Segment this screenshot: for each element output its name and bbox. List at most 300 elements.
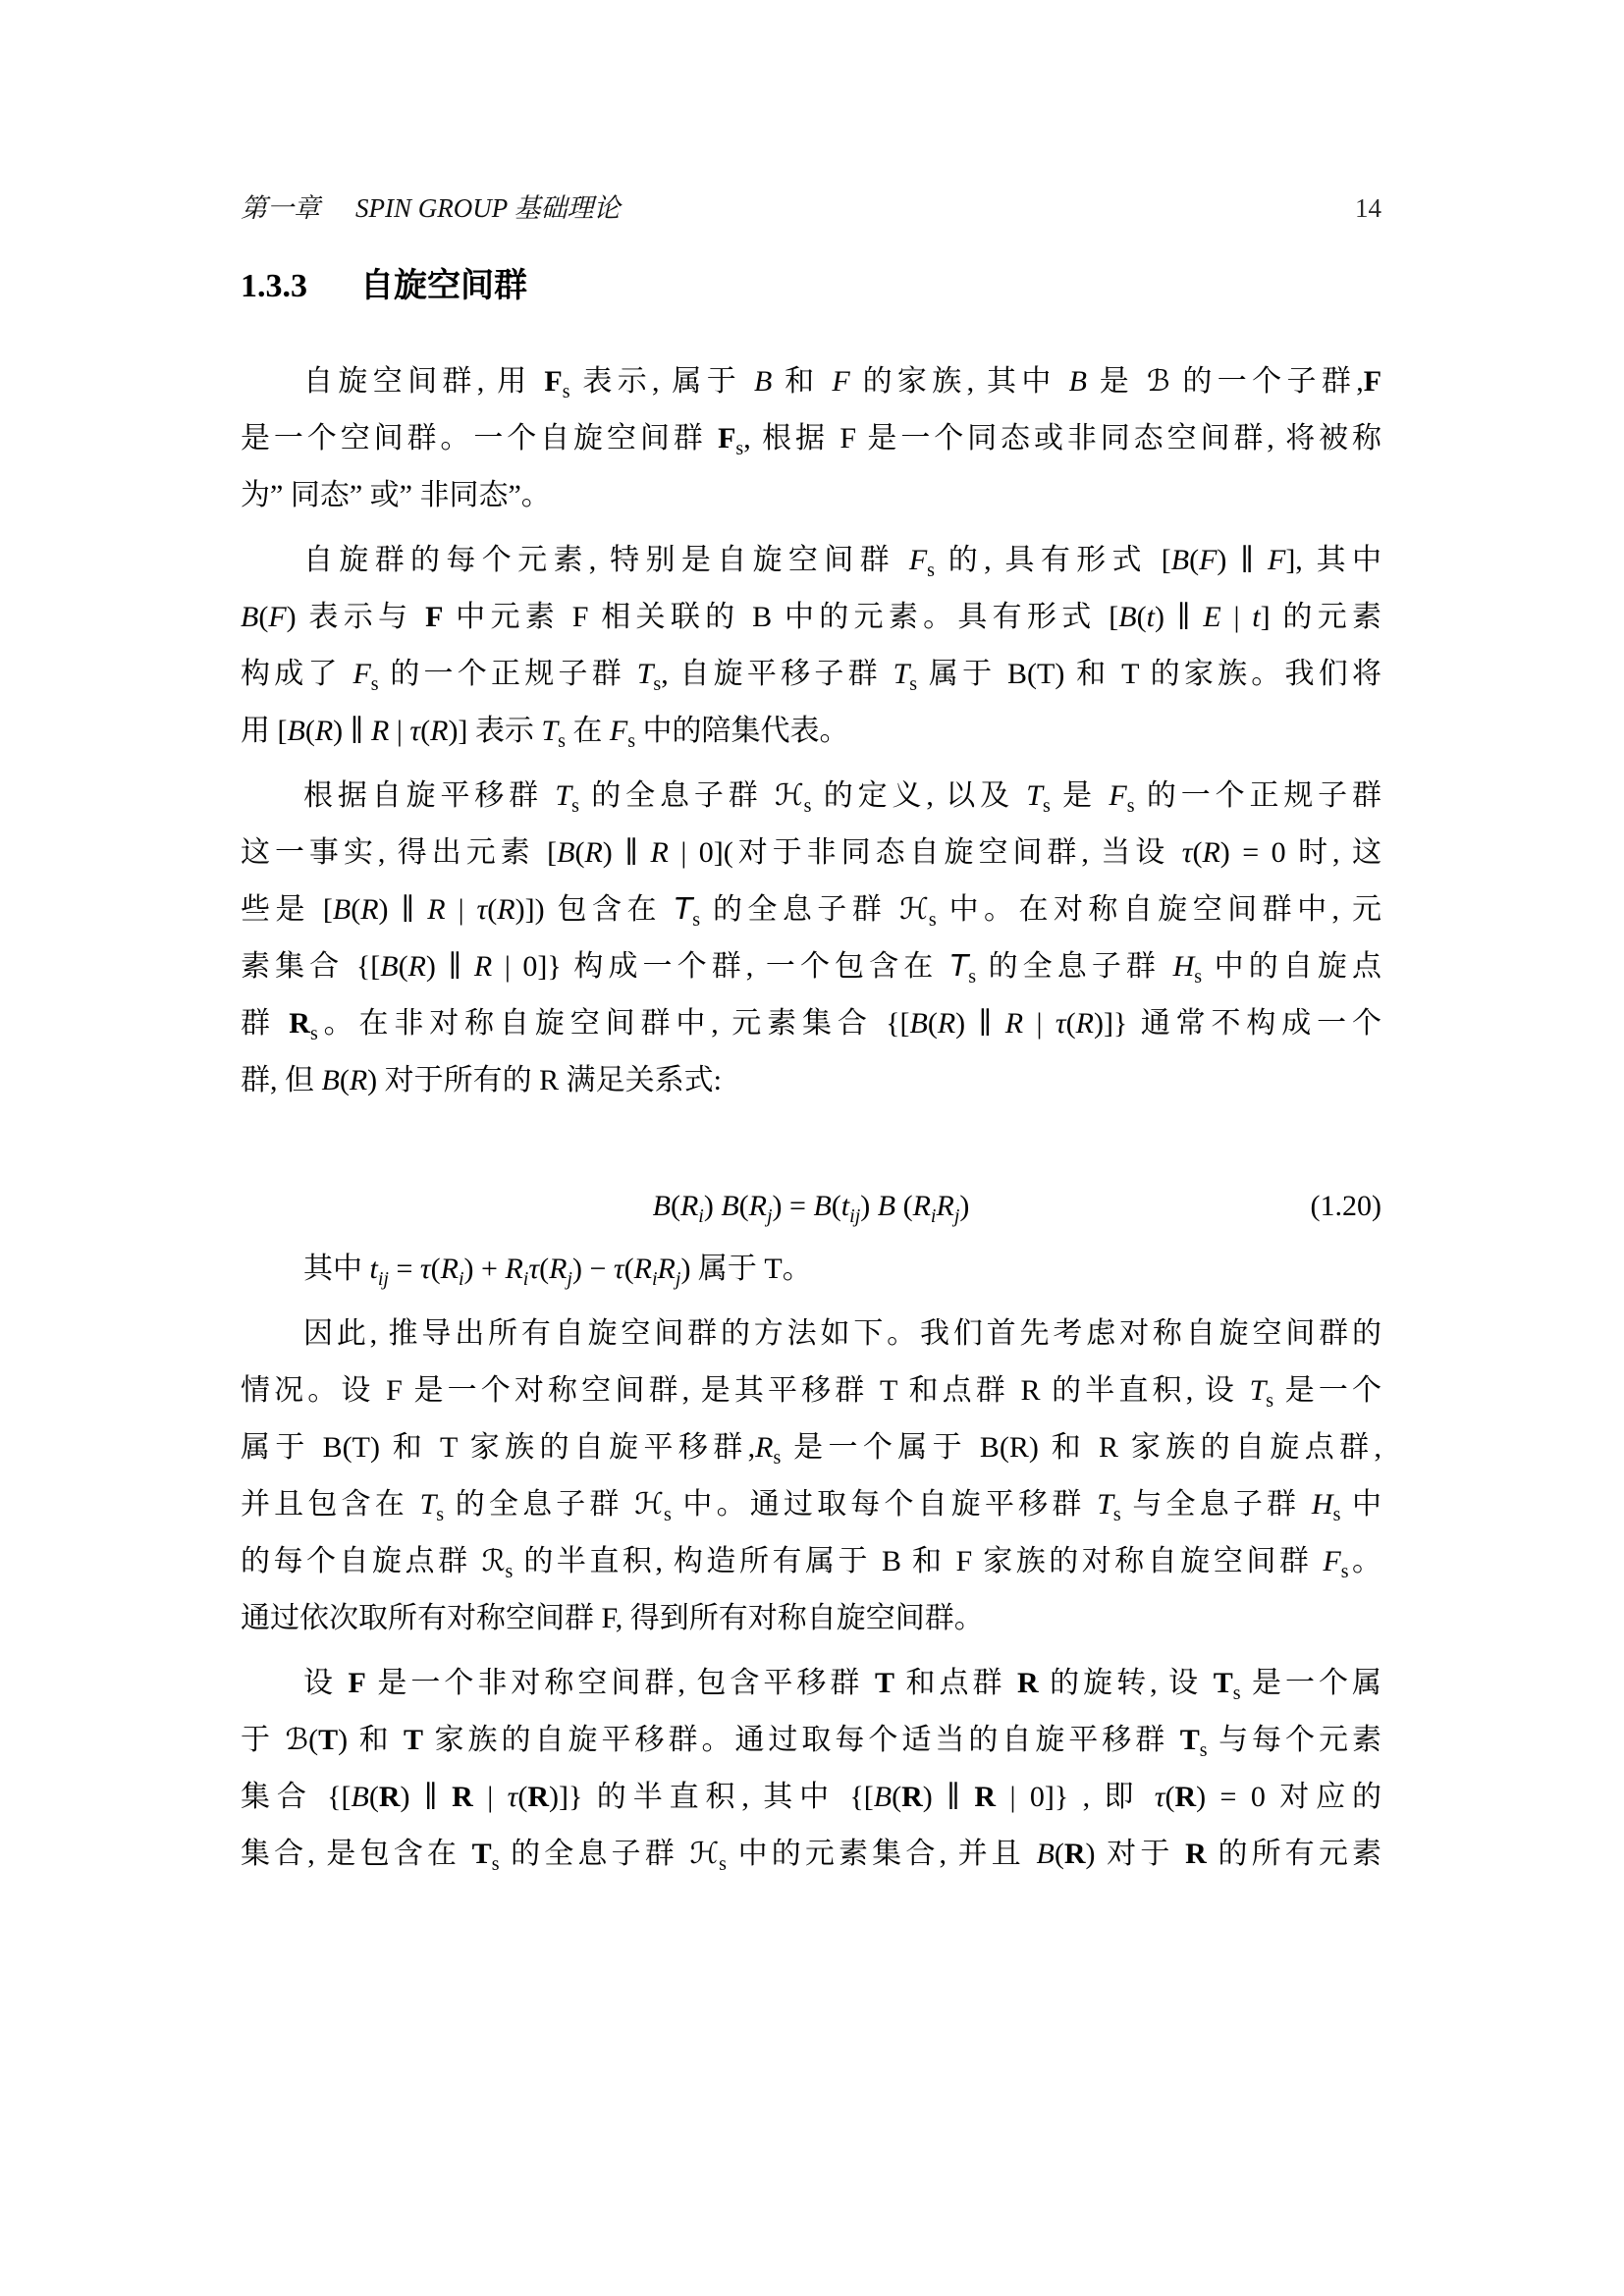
text-run: ) ∥ — [425, 950, 474, 983]
running-header-title: SPIN GROUP 基础理论 — [355, 193, 621, 223]
text-run: s — [309, 1023, 318, 1044]
text-run: ( — [623, 1253, 634, 1285]
text-run: s — [562, 381, 570, 402]
text-run: 群 — [241, 1007, 290, 1040]
text-run: H — [1311, 1488, 1333, 1521]
text-run: F — [425, 601, 444, 633]
text-run: T — [1026, 779, 1043, 812]
text-run: s — [1340, 1561, 1349, 1582]
text-run: 于 — [241, 1724, 286, 1756]
text-run: i — [698, 1205, 704, 1227]
text-line — [241, 1769, 1381, 1826]
text-run: 根据自旋平移群 — [303, 779, 556, 812]
paragraph — [241, 1655, 1381, 1883]
text-run: R — [289, 1007, 310, 1040]
text-run: F — [1323, 1545, 1341, 1577]
text-run: ) = 0 时, 这 — [1219, 836, 1381, 869]
text-run: s — [803, 795, 812, 817]
section-title: 自旋空间群 — [360, 268, 527, 304]
page-number: 14 — [1355, 193, 1381, 223]
text-line — [241, 353, 1381, 410]
text-run: R — [440, 1253, 459, 1285]
text-run: F — [718, 422, 736, 454]
text-run: ) = — [772, 1190, 814, 1222]
text-run: s — [1332, 1504, 1341, 1525]
text-run: 和 — [772, 365, 833, 398]
text-run: 中。通过取每个自旋平移群 — [671, 1488, 1098, 1521]
text-run: H — [1172, 950, 1195, 983]
text-run: 中的陪集代表。 — [635, 715, 849, 747]
text-run: E — [1203, 601, 1221, 633]
text-run: 自旋空间群, 用 — [303, 365, 545, 398]
text-run: | — [445, 893, 477, 926]
text-run: ) ∥ — [955, 1007, 1005, 1040]
text-run: ) ∥ — [400, 1781, 453, 1813]
text-run: s — [927, 560, 935, 581]
text-run: 是一个非对称空间群, 包含平移群 — [365, 1667, 875, 1699]
text-run: R — [505, 1253, 523, 1285]
text-run: ) − — [571, 1253, 614, 1285]
text-run: F — [544, 365, 563, 398]
text-run: s — [663, 1504, 672, 1525]
text-run: R — [473, 950, 493, 983]
text-run: ℋ — [899, 892, 929, 927]
text-run: T — [541, 715, 559, 747]
text-run: T — [874, 1667, 894, 1699]
text-run: s — [1042, 795, 1051, 817]
text-run: ℬ — [285, 1723, 309, 1757]
text-run: ( — [368, 1781, 379, 1813]
text-run: ( — [895, 1190, 913, 1222]
text-run: ℋ — [634, 1487, 664, 1522]
text-line — [241, 881, 1381, 938]
text-run: R — [748, 1190, 767, 1222]
text-run: T — [555, 779, 572, 812]
text-run: R — [452, 1781, 473, 1813]
text-run: ) ∥ — [1154, 601, 1204, 633]
text-run: ) — [860, 1190, 878, 1222]
text-run: T — [636, 658, 654, 690]
text-run: R — [1202, 836, 1220, 869]
text-run: s — [491, 1853, 500, 1875]
text-run: R — [584, 836, 603, 869]
text-run: ( — [487, 893, 498, 926]
text-run: 是一个属 — [1240, 1667, 1382, 1699]
text-run: 的全息子群 — [699, 893, 900, 926]
text-run: s — [773, 1447, 782, 1468]
text-run: 的半直积, 构造所有属于 B 和 F 家族的对称自旋空间群 — [513, 1545, 1324, 1577]
text-run: 其中 — [303, 1253, 370, 1285]
text-line — [241, 646, 1381, 703]
text-run: j — [766, 1205, 773, 1227]
text-run: s — [1126, 795, 1135, 817]
text-run: ( — [738, 1190, 749, 1222]
text-run: ( — [339, 1064, 350, 1096]
text-line — [241, 410, 1381, 467]
text-run: F — [1199, 544, 1218, 576]
text-run: T — [949, 949, 969, 984]
text-run: B — [380, 950, 399, 983]
text-run: ( — [1136, 601, 1147, 633]
text-run: R — [1075, 1007, 1094, 1040]
text-run: 是一个属于 B(R) 和 R 家族的自旋点群, — [781, 1431, 1381, 1464]
text-run: B — [351, 1781, 369, 1813]
text-run: 用 [ — [241, 715, 288, 747]
text-run: T — [471, 1838, 492, 1870]
text-run: B — [909, 1007, 928, 1040]
text-run: 的全息子群 — [444, 1488, 635, 1521]
text-run: R — [755, 1431, 774, 1464]
text-run: R — [633, 1253, 652, 1285]
text-run: 的, 具有形式 [ — [934, 544, 1171, 576]
text-run: 是一个空间群。一个自旋空间群 — [241, 422, 719, 454]
equation-number: (1.20) — [1310, 1190, 1381, 1222]
text-run: F — [268, 601, 287, 633]
text-run: T — [1097, 1488, 1113, 1521]
text-run: 因此, 推导出所有自旋空间群的方法如下。我们首先考虑对称自旋空间群的 — [303, 1317, 1381, 1350]
text-run: 些是 [ — [241, 893, 333, 926]
text-run: 的一个正规子群 — [1134, 779, 1382, 812]
text-run: j — [675, 1268, 681, 1290]
text-run: τ — [1154, 1781, 1165, 1813]
text-run: R — [360, 893, 379, 926]
text-run: 家族的自旋平移群。通过取每个适当的自旋平移群 — [423, 1724, 1180, 1756]
text-run: 的全息子群 — [976, 950, 1173, 983]
text-run: 中。在对称自旋空间群中, 元 — [936, 893, 1381, 926]
text-run: s — [928, 909, 937, 931]
text-run: B — [1170, 544, 1190, 576]
text-run: 和点群 — [893, 1667, 1017, 1699]
text-run: ) 对于所有的 R 满足关系式: — [367, 1064, 722, 1096]
display-equation — [241, 1178, 1381, 1235]
text-run: ) — [703, 1190, 722, 1222]
text-line — [241, 589, 1381, 646]
text-run: 的旋转, 设 — [1038, 1667, 1214, 1699]
running-header — [241, 187, 1381, 225]
text-run: ], 其中 — [1285, 544, 1382, 576]
text-run: F — [352, 658, 371, 690]
text-run: R — [912, 1190, 931, 1222]
text-run: s — [968, 966, 977, 988]
text-run: ) ∥ — [602, 836, 651, 869]
text-run: ) 对于 — [1085, 1838, 1186, 1870]
text-run: s — [436, 1504, 445, 1525]
text-run: ℬ — [1146, 364, 1170, 399]
text-line — [241, 995, 1381, 1052]
text-run: ( — [1054, 1838, 1064, 1870]
text-run: T — [893, 658, 910, 690]
text-run: 属于 B(T) 和 T 的家族。我们将 — [917, 658, 1382, 690]
text-run: ) ∥ — [333, 715, 372, 747]
text-run: R — [974, 1781, 997, 1813]
text-run: ( — [258, 601, 269, 633]
text-run: R — [657, 1253, 676, 1285]
text-run: T — [674, 892, 693, 927]
text-run: j — [953, 1205, 960, 1227]
text-run: ) ∥ — [922, 1781, 975, 1813]
text-run: , 自旋平移子群 — [661, 658, 893, 690]
text-run: 的全息子群 — [578, 779, 775, 812]
text-line — [241, 1533, 1381, 1590]
text-run: τ — [476, 893, 488, 926]
text-run: | 0]} 构成一个群, 一个包含在 — [492, 950, 950, 983]
text-run: 自旋群的每个元素, 特别是自旋空间群 — [303, 544, 909, 576]
text-run: | — [1220, 601, 1253, 633]
text-run: T — [1179, 1724, 1200, 1756]
text-run: R — [937, 1007, 956, 1040]
text-run: R — [497, 893, 515, 926]
text-line — [241, 1476, 1381, 1533]
text-run: R — [378, 1781, 401, 1813]
text-run: s — [571, 795, 579, 817]
text-run: )]} 的半直积, 其中 {[ — [549, 1781, 874, 1813]
text-run: 的家族, 其中 — [849, 365, 1069, 398]
text-line — [241, 1419, 1381, 1476]
text-run: 中元素 F 相关联的 B 中的元素。具有形式 [ — [443, 601, 1119, 633]
text-run: 情况。设 F 是一个对称空间群, 是其平移群 T 和点群 R 的半直积, 设 — [241, 1374, 1250, 1407]
text-run: R — [679, 1190, 699, 1222]
text-run: 并且包含在 — [241, 1488, 420, 1521]
text-run: 是一个 — [1273, 1374, 1382, 1407]
text-run: | — [472, 1781, 508, 1813]
text-run: R — [936, 1190, 954, 1222]
text-run: 设 — [303, 1667, 349, 1699]
text-run: B — [813, 1190, 832, 1222]
text-run: 的定义, 以及 — [811, 779, 1027, 812]
text-run: j — [567, 1268, 572, 1290]
text-run: ( — [1065, 1007, 1076, 1040]
text-run: R — [1016, 1667, 1039, 1699]
text-run: B — [877, 1190, 896, 1222]
text-run: s — [719, 1853, 727, 1875]
text-run: 与每个元素 — [1207, 1724, 1382, 1756]
text-run: ( — [398, 950, 408, 983]
text-run: = — [388, 1253, 420, 1285]
text-run: ) — [959, 1190, 970, 1222]
text-run: R — [527, 1781, 550, 1813]
text-run: 的每个自旋点群 — [241, 1545, 482, 1577]
text-run: F — [908, 544, 928, 576]
text-run: ) ∥ — [1217, 544, 1268, 576]
text-run: ) = 0 对应的 — [1196, 1781, 1381, 1813]
text-run: 是 — [1086, 365, 1147, 398]
text-run: F — [832, 365, 850, 398]
text-run: ( — [831, 1190, 841, 1222]
text-run: B — [332, 893, 352, 926]
text-run: )] 表示 — [448, 715, 542, 747]
text-line — [241, 1826, 1381, 1883]
text-run: 群, 但 — [241, 1064, 322, 1096]
text-run: ( — [927, 1007, 938, 1040]
text-run: ] 的元素 — [1260, 601, 1381, 633]
paragraph — [241, 532, 1381, 760]
text-line — [241, 1655, 1381, 1712]
text-run: | — [389, 715, 410, 747]
text-run: τ — [1055, 1007, 1066, 1040]
text-run: B — [753, 365, 773, 398]
text-run: 的一个子群, — [1169, 365, 1364, 398]
text-run: ( — [1164, 1781, 1175, 1813]
text-run: 中 — [1340, 1488, 1382, 1521]
text-run: 在 — [565, 715, 610, 747]
text-run: )]} 通常不构成一个 — [1093, 1007, 1382, 1040]
text-run: t — [369, 1253, 378, 1285]
text-run: R — [1004, 1007, 1024, 1040]
text-run: 是 — [1050, 779, 1110, 812]
text-run: R — [1063, 1838, 1086, 1870]
text-run: ) + — [463, 1253, 506, 1285]
text-run: s — [735, 438, 744, 459]
page-body — [241, 353, 1381, 1891]
text-run: ( — [420, 715, 431, 747]
text-run: i — [522, 1268, 529, 1290]
text-run: τ — [613, 1253, 624, 1285]
text-run: ij — [377, 1268, 389, 1290]
text-run: s — [1232, 1682, 1241, 1704]
text-run: ( — [1189, 544, 1200, 576]
text-run: ℋ — [689, 1837, 720, 1871]
text-run: B — [1036, 1838, 1055, 1870]
text-run: | — [1023, 1007, 1056, 1040]
text-run: R — [427, 893, 446, 926]
text-run: R — [371, 715, 390, 747]
text-run: 中的元素集合, 并且 — [726, 1838, 1037, 1870]
text-run: ) 属于 T。 — [680, 1253, 812, 1285]
text-run: s — [909, 673, 918, 695]
text-run: F — [1363, 365, 1382, 398]
text-run: t — [1146, 601, 1155, 633]
text-run: 。在非对称自旋空间群中, 元素集合 {[ — [317, 1007, 910, 1040]
text-run: T — [318, 1724, 339, 1756]
text-run: ) 和 — [338, 1724, 405, 1756]
text-run: s — [1266, 1390, 1274, 1412]
text-line — [241, 703, 1381, 760]
text-run: R — [349, 1064, 368, 1096]
text-run: s — [1112, 1504, 1121, 1525]
text-run: R — [549, 1253, 568, 1285]
text-line — [241, 938, 1381, 995]
text-run: ( — [670, 1190, 680, 1222]
text-run: R — [1174, 1781, 1197, 1813]
text-run: T — [1249, 1374, 1267, 1407]
text-run: B — [873, 1781, 893, 1813]
text-line — [241, 1590, 1381, 1647]
paragraph — [241, 1241, 1381, 1298]
text-run: B — [287, 715, 305, 747]
text-run: 与全息子群 — [1120, 1488, 1312, 1521]
text-line — [241, 1712, 1381, 1769]
text-run: i — [458, 1268, 464, 1290]
text-run: ( — [430, 1253, 441, 1285]
text-run: )]) 包含在 — [514, 893, 675, 926]
text-run: 通过依次取所有对称空间群 F, 得到所有对称自旋空间群。 — [241, 1602, 984, 1634]
text-line — [241, 532, 1381, 589]
text-run: B — [241, 601, 259, 633]
text-line — [241, 1052, 1381, 1109]
text-run: ij — [849, 1205, 861, 1227]
text-run: B — [1068, 365, 1087, 398]
text-run: R — [407, 950, 426, 983]
text-run: 这一事实, 得出元素 [ — [241, 836, 558, 869]
text-run: 的所有元素 — [1206, 1838, 1382, 1870]
text-run: ) ∥ — [378, 893, 428, 926]
text-run: 构成了 — [241, 658, 353, 690]
text-run: ( — [308, 1724, 319, 1756]
text-run: t — [1252, 601, 1261, 633]
text-run: s — [692, 909, 700, 931]
text-run: B — [1118, 601, 1137, 633]
text-run: s — [505, 1561, 514, 1582]
text-run: ( — [892, 1781, 902, 1813]
text-run: 的全息子群 — [499, 1838, 690, 1870]
text-run: τ — [528, 1253, 540, 1285]
text-run: s — [1199, 1739, 1208, 1761]
text-run: B — [321, 1064, 340, 1096]
text-run: R — [430, 715, 449, 747]
text-run: 的一个正规子群 — [378, 658, 637, 690]
text-run: 中的自旋点 — [1202, 950, 1381, 983]
text-run: τ — [507, 1781, 518, 1813]
text-run: 为” 同态” 或” 非同态”。 — [241, 479, 551, 511]
text-run: | 0](对于非同态自旋空间群, 当设 — [668, 836, 1182, 869]
text-run: ℋ — [774, 778, 804, 813]
text-run: τ — [409, 715, 421, 747]
text-run: ( — [574, 836, 585, 869]
text-line — [241, 768, 1381, 825]
text-run: ( — [304, 715, 315, 747]
text-run: 集合 {[ — [241, 1781, 352, 1813]
text-run: F — [1109, 779, 1127, 812]
text-run: s — [1194, 966, 1203, 988]
text-run: R — [901, 1781, 923, 1813]
text-line — [241, 825, 1381, 881]
chapter-mark: 第一章 — [241, 193, 320, 223]
text-run: B — [652, 1190, 671, 1222]
text-run: F — [1267, 544, 1286, 576]
text-run: i — [930, 1205, 937, 1227]
text-run: R — [314, 715, 334, 747]
text-run: τ — [419, 1253, 431, 1285]
paragraph — [241, 1306, 1381, 1647]
text-run: B — [721, 1190, 739, 1222]
text-line — [241, 467, 1381, 524]
section-heading — [241, 258, 527, 306]
text-run: ℛ — [481, 1544, 506, 1578]
text-run: ) 表示与 — [286, 601, 426, 633]
text-run: 表示, 属于 — [569, 365, 754, 398]
text-line — [241, 1241, 1381, 1298]
text-run: ( — [1192, 836, 1203, 869]
text-line — [241, 1306, 1381, 1362]
text-run: | 0]} , 即 — [996, 1781, 1155, 1813]
text-run: R — [650, 836, 669, 869]
equation-formula — [241, 1178, 1381, 1235]
text-run: T — [1213, 1667, 1233, 1699]
text-run: , 根据 F 是一个同态或非同态空间群, 将被称 — [743, 422, 1382, 454]
text-run: B — [557, 836, 575, 869]
paragraph — [241, 353, 1381, 524]
text-run: τ — [1181, 836, 1193, 869]
text-run: R — [1185, 1838, 1207, 1870]
text-run: s — [653, 673, 662, 695]
text-run: t — [840, 1190, 850, 1222]
text-run: ( — [539, 1253, 550, 1285]
text-run: T — [404, 1724, 424, 1756]
text-run: 集合, 是包含在 — [241, 1838, 472, 1870]
text-run: ( — [517, 1781, 528, 1813]
text-run: i — [651, 1268, 658, 1290]
text-run: s — [627, 730, 636, 752]
